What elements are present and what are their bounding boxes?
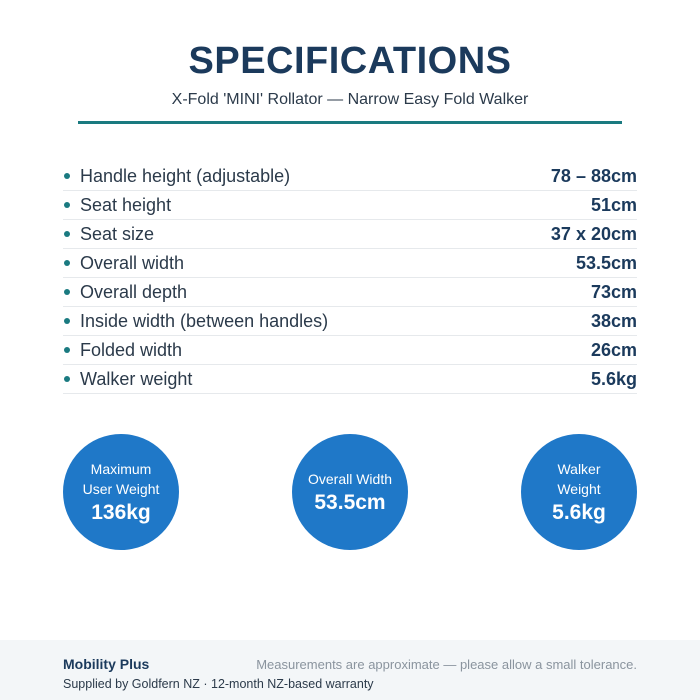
bullet-icon bbox=[64, 318, 70, 324]
measurement-note: Measurements are approximate — please allow a small tolerance. bbox=[256, 657, 637, 672]
spec-value: 37 x 20cm bbox=[550, 223, 637, 244]
highlight-value: 53.5cm bbox=[314, 490, 386, 514]
spec-row-seat-height bbox=[63, 191, 637, 220]
highlight-circles bbox=[0, 434, 700, 550]
spec-label: Walker weight bbox=[80, 368, 193, 389]
spec-label: Inside width (between handles) bbox=[80, 310, 329, 331]
spec-value: 51cm bbox=[590, 194, 637, 215]
spec-label: Handle height (adjustable) bbox=[80, 165, 291, 186]
brand-name: Mobility Plus bbox=[63, 656, 150, 672]
spec-label: Overall depth bbox=[80, 281, 188, 302]
highlight-overall-width bbox=[292, 434, 408, 550]
spec-value: 73cm bbox=[590, 281, 637, 302]
footer bbox=[0, 640, 700, 700]
highlight-label: Overall Width bbox=[307, 470, 393, 487]
spec-label: Seat size bbox=[80, 223, 155, 244]
bullet-icon bbox=[64, 347, 70, 353]
spec-value: 78 – 88cm bbox=[550, 165, 637, 186]
spec-row-handle-height bbox=[63, 162, 637, 191]
spec-value: 5.6kg bbox=[590, 368, 637, 389]
spec-label: Folded width bbox=[80, 339, 183, 360]
spec-row-inside-width bbox=[63, 307, 637, 336]
highlight-walker-weight bbox=[521, 434, 637, 550]
bullet-icon bbox=[64, 231, 70, 237]
spec-value: 26cm bbox=[590, 339, 637, 360]
spec-label: Seat height bbox=[80, 194, 172, 215]
highlight-max-user-weight bbox=[63, 434, 179, 550]
spec-value: 53.5cm bbox=[575, 252, 637, 273]
bullet-icon bbox=[64, 260, 70, 266]
page-title: SPECIFICATIONS bbox=[188, 40, 512, 82]
spec-row-walker-weight bbox=[63, 365, 637, 394]
page-subtitle: X-Fold 'MINI' Rollator — Narrow Easy Fold Walker bbox=[171, 91, 529, 108]
spec-row-seat-size bbox=[63, 220, 637, 249]
spec-row-folded-width bbox=[63, 336, 637, 365]
spec-list bbox=[63, 162, 637, 394]
spec-row-overall-width bbox=[63, 249, 637, 278]
highlight-label: Walker Weight bbox=[557, 460, 601, 497]
spec-label: Overall width bbox=[80, 252, 185, 273]
bullet-icon bbox=[64, 289, 70, 295]
highlight-value: 5.6kg bbox=[552, 500, 606, 524]
highlight-label: Maximum User Weight bbox=[82, 460, 160, 497]
spec-row-overall-depth bbox=[63, 278, 637, 307]
bullet-icon bbox=[64, 202, 70, 208]
highlight-value: 136kg bbox=[91, 500, 151, 524]
title-divider bbox=[78, 121, 622, 124]
supplier-info: Supplied by Goldfern NZ · 12-month NZ-based warranty bbox=[63, 677, 374, 691]
spec-value: 38cm bbox=[590, 310, 637, 331]
bullet-icon bbox=[64, 376, 70, 382]
bullet-icon bbox=[64, 173, 70, 179]
